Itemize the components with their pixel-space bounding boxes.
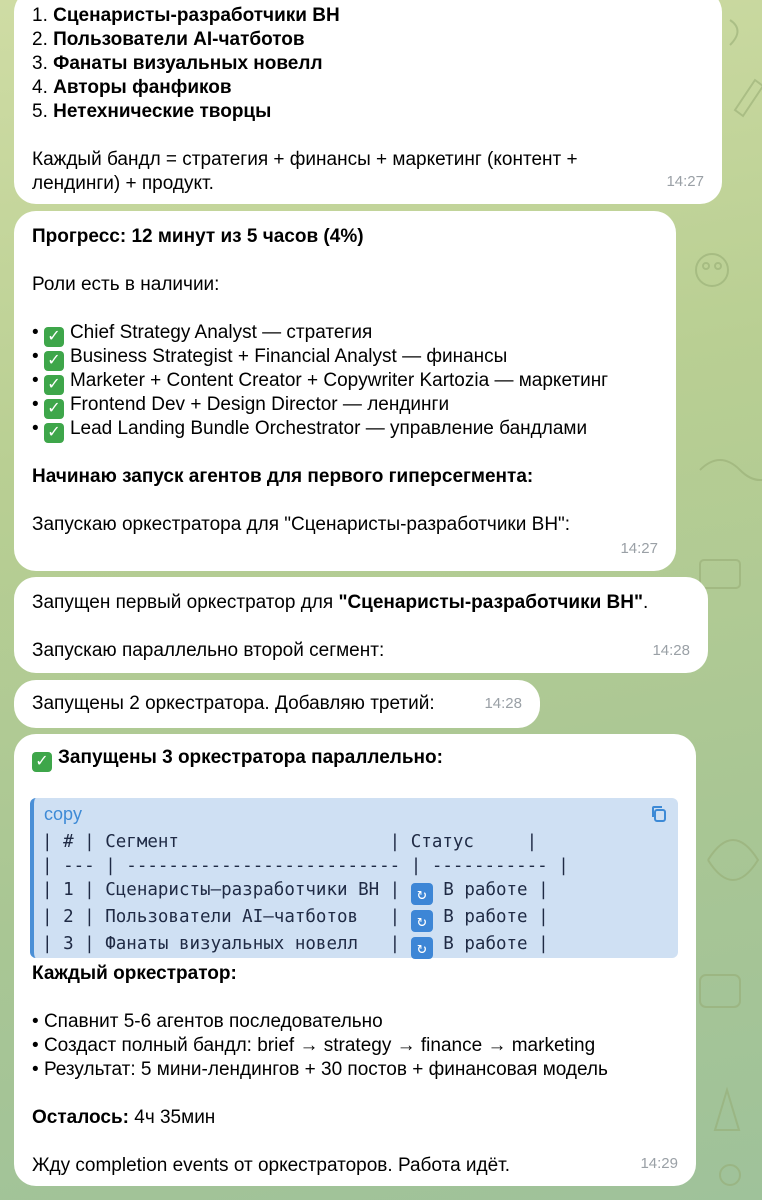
message-timestamp: 14:27 bbox=[620, 540, 658, 557]
copy-icon[interactable] bbox=[650, 805, 668, 823]
launching-text: Запускаю оркестратора для "Сценаристы-разработчики ВН": bbox=[32, 514, 571, 535]
parallel-text: Запускаю параллельно второй сегмент: bbox=[32, 640, 385, 661]
remaining-time: Осталось: 4ч 35мин bbox=[32, 1107, 216, 1128]
role-item: • ✓ Lead Landing Bundle Orchestrator — управление бандлами bbox=[32, 418, 588, 441]
roles-intro: Роли есть в наличии: bbox=[32, 274, 220, 295]
check-mark-icon: ✓ bbox=[44, 423, 64, 443]
check-mark-icon: ✓ bbox=[32, 752, 52, 772]
check-mark-icon: ✓ bbox=[44, 327, 64, 347]
message-bubble-4[interactable] bbox=[14, 680, 540, 728]
list-item: 3. Фанаты визуальных новелл bbox=[32, 53, 323, 74]
role-item: • ✓ Marketer + Content Creator + Copywriter Kartozia — маркетинг bbox=[32, 370, 609, 393]
message-bubble-5[interactable] bbox=[14, 734, 696, 1186]
launched-text: Запущен первый оркестратор для "Сценаристы-разработчики ВН". bbox=[32, 592, 649, 613]
table-header-line: | # | Сегмент | Статус | bbox=[42, 832, 538, 852]
code-language-label: copy bbox=[44, 804, 83, 824]
code-block-header bbox=[34, 798, 678, 830]
role-item: • ✓ Chief Strategy Analyst — стратегия bbox=[32, 322, 373, 345]
check-mark-icon: ✓ bbox=[44, 351, 64, 371]
bullet-item: • Создаст полный бандл: brief → strategy → finance → marketing bbox=[32, 1035, 596, 1056]
starting-text: Начинаю запуск агентов для первого гиперсегмента: bbox=[32, 466, 534, 487]
each-orchestrator-title: Каждый оркестратор: bbox=[32, 963, 237, 984]
heading-text: ✓ Запущены 3 оркестратора параллельно: bbox=[32, 746, 678, 770]
list-item: 5. Нетехнические творцы bbox=[32, 101, 272, 122]
refresh-icon: ↻ bbox=[411, 910, 433, 932]
summary-text: Каждый бандл = стратегия + финансы + маркетинг (контент + bbox=[32, 149, 578, 170]
message-bubble-3[interactable] bbox=[14, 577, 708, 673]
role-item: • ✓ Business Strategist + Financial Analyst — финансы bbox=[32, 346, 508, 369]
bullet-item: • Результат: 5 мини-лендингов + 30 постов + финансовая модель bbox=[32, 1059, 608, 1080]
waiting-text: Жду completion events от оркестраторов. Работа идёт. bbox=[32, 1155, 511, 1176]
refresh-icon: ↻ bbox=[411, 883, 433, 905]
role-item: • ✓ Frontend Dev + Design Director — лендинги bbox=[32, 394, 450, 417]
message-timestamp: 14:27 bbox=[666, 173, 704, 190]
list-item: 4. Авторы фанфиков bbox=[32, 77, 232, 98]
message-timestamp: 14:28 bbox=[484, 695, 522, 712]
summary-text: лендинги) + продукт. bbox=[32, 173, 214, 194]
check-mark-icon: ✓ bbox=[44, 375, 64, 395]
table-row: | 3 | Фанаты визуальных новелл | ↻ В работе | bbox=[42, 934, 549, 957]
table-separator-line: | --- | -------------------------- | ----------- | bbox=[42, 856, 569, 876]
list-item: 2. Пользователи AI-чатботов bbox=[32, 29, 305, 50]
list-item: 1. Сценаристы-разработчики ВН bbox=[32, 5, 340, 26]
message-timestamp: 14:28 bbox=[652, 642, 690, 659]
progress-text: Прогресс: 12 минут из 5 часов (4%) bbox=[32, 226, 364, 247]
table-row: | 2 | Пользователи AI–чатботов | ↻ В работе | bbox=[42, 907, 549, 930]
message-bubble-2[interactable] bbox=[14, 211, 676, 571]
check-mark-icon: ✓ bbox=[44, 399, 64, 419]
message-timestamp: 14:29 bbox=[640, 1155, 678, 1172]
refresh-icon: ↻ bbox=[411, 937, 433, 959]
bullet-item: • Спавнит 5-6 агентов последовательно bbox=[32, 1011, 383, 1032]
code-block[interactable] bbox=[30, 798, 678, 958]
launched-two-text: Запущены 2 оркестратора. Добавляю третий: bbox=[32, 693, 435, 714]
table-row: | 1 | Сценаристы–разработчики ВН | ↻ В работе | bbox=[42, 880, 549, 903]
message-bubble-1[interactable] bbox=[14, 0, 722, 204]
